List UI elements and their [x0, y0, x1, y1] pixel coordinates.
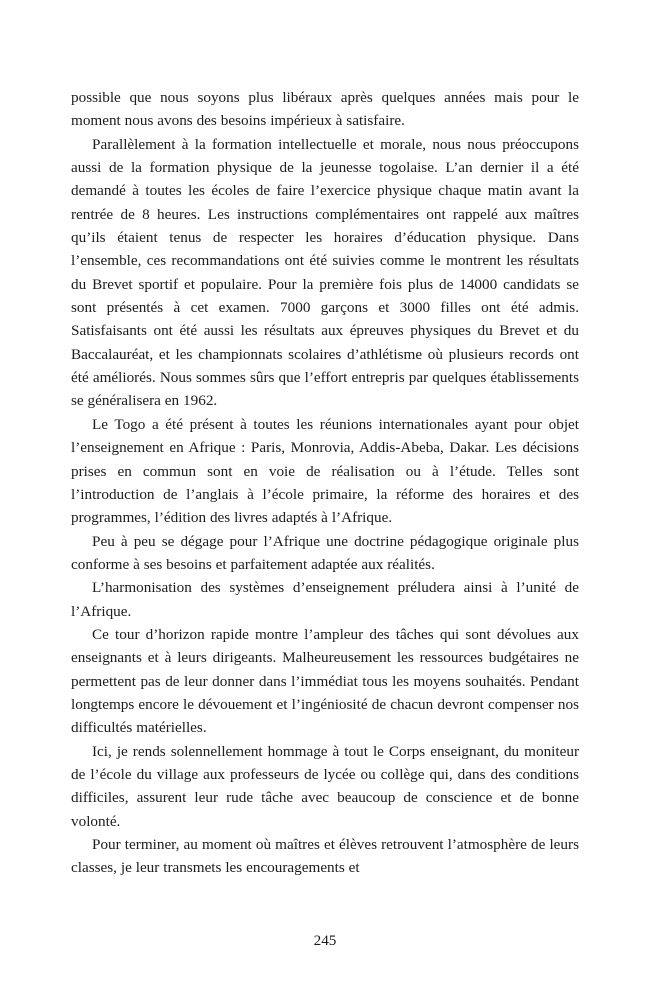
paragraph: L’harmonisation des systèmes d’enseignement préludera ainsi à l’unité de l’Afrique. — [71, 579, 579, 620]
paragraph: Le Togo a été présent à toutes les réunions internationales ayant pour objet l’enseignement en Afrique : Paris, Monrovia, Addis-Abeba, Dakar. Les décisions prises en commun sont en voie de réalisation ou à l’étude. Telles sont l’introduction de l’anglais à l’école primaire, la réforme des horaires et des programmes, l’édition des livres adaptés à l’Afrique. — [71, 415, 579, 527]
paragraph: Parallèlement à la formation intellectuelle et morale, nous nous préoccupons aussi de la formation physique de la jeunesse togolaise. L’an dernier il a été demandé à toutes les écoles de faire l’exercice physique chaque matin avant la rentrée de 8 heures. Les instructions complémentaires ont rappelé aux maîtres qu’ils étaient tenus de respecter les horaires d’éducation physique. Dans l’ensemble, ces recommandations ont été suivies comme le montrent les résultats du Brevet sportif et populaire. Pour la première fois plus de 14000 candidats se sont présentés à cet examen. 7000 garçons et 3000 filles ont été admis. Satisfaisants ont été aussi les résultats aux épreuves physiques du Brevet et du Baccalauréat, et les championnats scolaires d’athlétisme où plusieurs records ont été améliorés. Nous sommes sûrs que l’effort entrepris par quelques établissements se généralisera en 1962. — [71, 135, 579, 410]
paragraph: Peu à peu se dégage pour l’Afrique une doctrine pédagogique originale plus conforme à ses besoins et parfaitement adaptée aux réalités. — [71, 532, 579, 573]
body-text-column — [71, 86, 579, 880]
paragraph: Ici, je rends solennellement hommage à tout le Corps enseignant, du moniteur de l’école du village aux professeurs de lycée ou collège qui, dans des conditions difficiles, assurent leur rude tâche avec beaucoup de conscience et de bonne volonté. — [71, 742, 579, 830]
paragraph: possible que nous soyons plus libéraux après quelques années mais pour le moment nous avons des besoins impérieux à satisfaire. — [71, 89, 579, 130]
paragraph: Ce tour d’horizon rapide montre l’ampleur des tâches qui sont dévolues aux enseignants et à leurs dirigeants. Malheureusement les ressources budgétaires ne permettent pas de leur donner dans l’immédiat tous les moyens souhaités. Pendant longtemps encore le dévouement et l’ingéniosité de chacun devront compenser nos difficultés matérielles. — [71, 625, 579, 737]
page-number: 245 — [313, 932, 337, 949]
paragraph: Pour terminer, au moment où maîtres et élèves retrouvent l’atmosphère de leurs classes, je leur transmets les encouragements et — [71, 836, 579, 877]
